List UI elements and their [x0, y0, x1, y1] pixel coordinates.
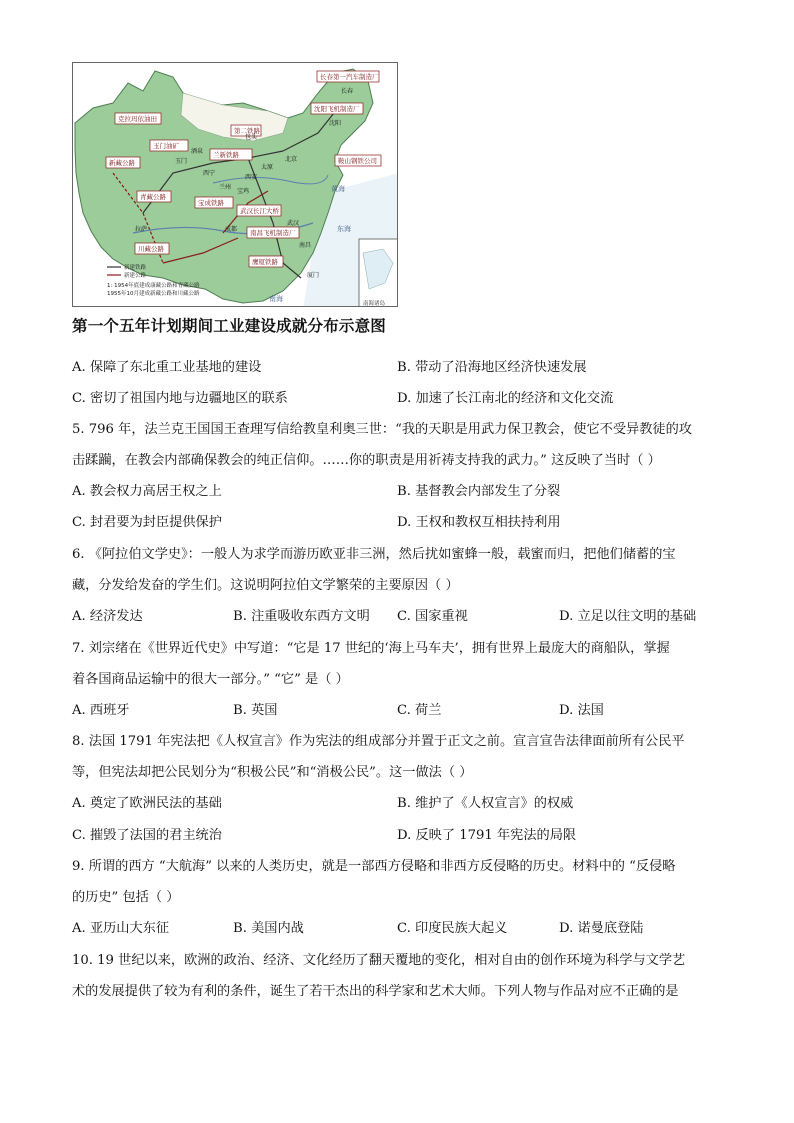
project-label: 南昌飞机制造厂 — [250, 229, 296, 237]
industrial-map-figure — [72, 62, 398, 307]
q7-stem-line-1: 7. 刘宗绪在《世界近代史》中写道：“它是 17 世纪的‘海上马车夫’，拥有世界上最庞大的商船队，掌握 — [72, 641, 670, 656]
svg-text:宝鸡: 宝鸡 — [237, 188, 250, 195]
sea-label: 南海 — [269, 295, 283, 303]
q8-stem-line-2: 等，但宪法却把公民划分为“积极公民”和“消极公民”。这一做法（ ） — [72, 765, 473, 780]
figure-caption: 第一个五年计划期间工业建设成就分布示意图 — [72, 317, 387, 335]
q6-stem-line-1: 6. 《阿拉伯文学史》：一般人为求学而游历欧亚非三洲，然后扰如蜜蜂一般，载蜜而归，把他们储蓄的宝 — [72, 547, 676, 562]
q5-option-d[interactable]: D. 王权和教权互相扶持利用 — [397, 515, 561, 530]
svg-text:包头: 包头 — [245, 134, 258, 141]
svg-text:1: 1954年底建成康藏公路和青藏公路: 1: 1954年底建成康藏公路和青藏公路 — [107, 283, 200, 289]
q5-option-a[interactable]: A. 教会权力高居王权之上 — [72, 484, 222, 499]
q6-option-b[interactable]: B. 注重吸收东西方文明 — [233, 609, 370, 624]
svg-text:西安: 西安 — [245, 174, 258, 181]
project-label: 武汉长江大桥 — [240, 207, 279, 215]
q7-option-a[interactable]: A. 西班牙 — [72, 703, 130, 718]
q7-option-d[interactable]: D. 法国 — [559, 703, 604, 718]
svg-text:1955年10月建成新藏公路和川藏公路: 1955年10月建成新藏公路和川藏公路 — [107, 291, 200, 297]
project-label: 新藏公路 — [109, 159, 135, 167]
inset-label: 南海诸岛 — [363, 301, 386, 307]
sea-label: 东海 — [337, 225, 351, 233]
project-label: 川藏公路 — [138, 245, 164, 253]
project-label: 沈阳飞机制造厂 — [314, 105, 360, 113]
q5-option-c[interactable]: C. 封君要为封臣提供保护 — [72, 515, 222, 530]
q6-option-c[interactable]: C. 国家重视 — [397, 609, 468, 624]
q6-stem-line-2: 藏，分发给发奋的学生们。这说明阿拉伯文学繁荣的主要原因（ ） — [72, 578, 459, 593]
q6-option-a[interactable]: A. 经济发达 — [72, 609, 143, 624]
q5-stem-line-1: 5. 796 年，法兰克王国国王查理写信给教皇利奥三世：“我的天职是用武力保卫教会，使它不受异教徒的攻 — [72, 422, 692, 437]
q8-option-b[interactable]: B. 维护了《人权宣言》的权威 — [397, 796, 574, 811]
project-label: 第二铁路 — [234, 127, 260, 135]
q8-option-d[interactable]: D. 反映了 1791 年宪法的局限 — [397, 828, 577, 843]
svg-text:拉萨: 拉萨 — [135, 226, 148, 233]
q8-stem-line-1: 8. 法国 1791 年宪法把《人权宣言》作为宪法的组成部分并置于正文之前。宣言宣告法律面前所有公民平 — [72, 734, 685, 749]
svg-text:玉门: 玉门 — [175, 158, 188, 165]
q4-option-b[interactable]: B. 带动了沿海地区经济快速发展 — [397, 360, 587, 375]
svg-text:北京: 北京 — [285, 156, 298, 163]
q9-stem-line-2: 的历史” 包括（ ） — [72, 890, 180, 905]
project-label: 长春第一汽车制造厂 — [320, 73, 379, 81]
q9-option-a[interactable]: A. 亚历山大东征 — [72, 921, 170, 936]
q9-option-b[interactable]: B. 美国内战 — [233, 921, 304, 936]
q8-option-c[interactable]: C. 摧毁了法国的君主统治 — [72, 828, 222, 843]
svg-text:长春: 长春 — [341, 88, 354, 95]
sea-label: 黄海 — [331, 185, 345, 193]
q4-option-d[interactable]: D. 加速了长江南北的经济和文化交流 — [397, 391, 614, 406]
svg-text:兰州: 兰州 — [219, 184, 232, 191]
project-label: 宝成铁路 — [198, 199, 224, 207]
svg-text:沈阳: 沈阳 — [329, 120, 342, 127]
q7-stem-line-2: 着各国商品运输中的很大一部分。” “它” 是（ ） — [72, 672, 349, 687]
project-label: 玉门油矿 — [153, 142, 179, 150]
project-label: 兰新铁路 — [213, 151, 239, 159]
q7-option-b[interactable]: B. 英国 — [233, 703, 278, 718]
q4-option-a[interactable]: A. 保障了东北重工业基地的建设 — [72, 360, 262, 375]
q5-stem-line-2: 击蹂躏，在教会内部确保教会的纯正信仰。……你的职责是用祈祷支持我的武力。” 这反映了当时（ ） — [72, 453, 661, 468]
q10-stem-line-1: 10. 19 世纪以来，欧洲的政治、经济、文化经历了翻天覆地的变化，相对自由的创作环境为科学与文学艺 — [72, 953, 686, 968]
svg-text:太原: 太原 — [261, 164, 274, 171]
q9-stem-line-1: 9. 所谓的西方 “大航海” 以来的人类历史，就是一部西方侵略和非西方反侵略的历史。材料中的 “反侵略 — [72, 859, 676, 874]
project-label: 克拉玛依油田 — [118, 115, 157, 123]
svg-text:南昌: 南昌 — [299, 242, 312, 249]
q8-option-a[interactable]: A. 奠定了欧洲民法的基础 — [72, 796, 222, 811]
q9-option-d[interactable]: D. 诺曼底登陆 — [559, 921, 644, 936]
china-map-illustration — [73, 63, 398, 307]
q5-option-b[interactable]: B. 基督教会内部发生了分裂 — [397, 484, 561, 499]
svg-text:武汉: 武汉 — [287, 220, 300, 227]
project-label: 青藏公路 — [140, 193, 166, 201]
q4-option-c[interactable]: C. 密切了祖国内地与边疆地区的联系 — [72, 391, 288, 406]
q6-option-d[interactable]: D. 立足以往文明的基础 — [559, 609, 697, 624]
svg-text:新建铁路: 新建铁路 — [124, 265, 147, 271]
svg-text:酒泉: 酒泉 — [191, 148, 204, 155]
svg-text:厦门: 厦门 — [307, 272, 320, 279]
q7-option-c[interactable]: C. 荷兰 — [397, 703, 442, 718]
svg-text:成都: 成都 — [225, 226, 238, 233]
svg-text:新建公路: 新建公路 — [124, 273, 147, 279]
svg-text:西宁: 西宁 — [203, 170, 216, 177]
project-label: 鹰厦铁路 — [252, 258, 278, 266]
q10-stem-line-2: 术的发展提供了较为有利的条件，诞生了若干杰出的科学家和艺术大师。下列人物与作品对应不正确的是 — [72, 984, 679, 999]
q9-option-c[interactable]: C. 印度民族大起义 — [397, 921, 508, 936]
project-label: 鞍山钢铁公司 — [338, 157, 377, 165]
